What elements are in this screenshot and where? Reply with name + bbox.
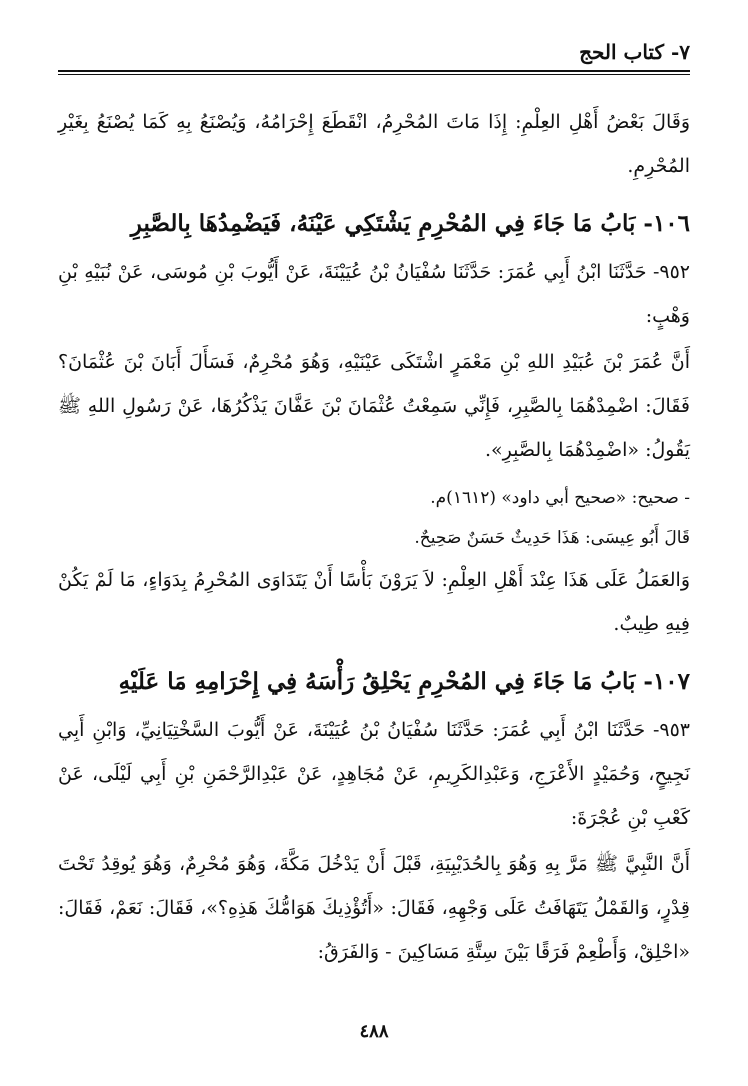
page-number: ٤٨٨ xyxy=(359,1021,389,1042)
book-section-title: ٧- كتاب الحج xyxy=(579,40,690,64)
hadith-953-isnad: ٩٥٣- حَدَّثَنَا ابْنُ أَبِي عُمَرَ: حَدَّثَنَا سُفْيَانُ بْنُ عُيَيْنَةَ، عَنْ أَيُّوبَ السَّخْتِيَانِيِّ، وَابْنِ أَبِي نَجِيحٍ، وَحُمَيْدٍ الأَعْرَجِ، وَعَبْدِالكَرِيمِ، عَنْ مُجَاهِدٍ، عَنْ عَبْدِالرَّحْمَنِ بْنِ أَبِي لَيْلَى، عَنْ كَعْبِ بْنِ عُجْرَةَ: xyxy=(58,719,690,829)
hadith-952-matn: أَنَّ عُمَرَ بْنَ عُبَيْدِ اللهِ بْنِ مَعْمَرٍ اشْتَكَى عَيْنَيْهِ، وَهُوَ مُحْرِمٌ، فَسَأَلَ أَبَانَ بْنَ عُثْمَانَ؟ فَقَالَ: اضْمِدْهُمَا بِالصَّبِرِ، فَإِنِّي سَمِعْتُ عُثْمَانَ بْنَ عَفَّانَ يَذْكُرُهَا، عَنْ رَسُولِ اللهِ ﷺ يَقُولُ: «اضْمِدْهُمَا بِالصَّبِرِ». xyxy=(58,351,690,461)
hadith-953-matn: أَنَّ النَّبِيَّ ﷺ مَرَّ بِهِ وَهُوَ بِالحُدَيْبِيَةِ، قَبْلَ أَنْ يَدْخُلَ مَكَّةَ، وَهُوَ مُحْرِمٌ، وَهُوَ يُوقِدُ تَحْتَ قِدْرٍ، وَالقَمْلُ يَتَهَافَتُ عَلَى وَجْهِهِ، فَقَالَ: «أَتُؤْذِيكَ هَوَامُّكَ هَذِهِ؟»، فَقَالَ: نَعَمْ، فَقَالَ: «احْلِقْ، وَأَطْعِمْ فَرَقًا بَيْنَ سِتَّةِ مَسَاكِينَ - وَالفَرَقُ: xyxy=(58,853,690,963)
hadith-952-tirmidhi-comment: قَالَ أَبُو عِيسَى: هَذَا حَدِيثٌ حَسَنٌ صَحِيحٌ. xyxy=(414,528,690,548)
page-body xyxy=(58,100,690,980)
hadith-952-isnad: ٩٥٢- حَدَّثَنَا ابْنُ أَبِي عُمَرَ: حَدَّثَنَا سُفْيَانُ بْنُ عُيَيْنَةَ، عَنْ أَيُّوبَ بْنِ مُوسَى، عَنْ نُبَيْهِ بْنِ وَهْبٍ: xyxy=(58,261,690,327)
chapter-heading-107: ١٠٧- بَابُ مَا جَاءَ فِي المُحْرِمِ يَحْلِقُ رَأْسَهُ فِي إِحْرَامِهِ مَا عَلَيْهِ xyxy=(118,668,690,695)
page-header xyxy=(58,40,690,70)
header-rule-thick xyxy=(58,70,690,72)
paragraph-opinion: وَقَالَ بَعْضُ أَهْلِ العِلْمِ: إِذَا مَاتَ المُحْرِمُ، انْقَطَعَ إِحْرَامُهُ، وَيُصْنَعُ بِهِ كَمَا يُصْنَعُ بِغَيْرِ المُحْرِمِ. xyxy=(58,111,690,177)
hadith-952-practice: وَالعَمَلُ عَلَى هَذَا عِنْدَ أَهْلِ العِلْمِ: لاَ يَرَوْنَ بَأْسًا أَنْ يَتَدَاوَى المُحْرِمُ بِدَوَاءٍ، مَا لَمْ يَكُنْ فِيهِ طِيبٌ. xyxy=(58,569,690,635)
hadith-952-grade: - صحيح: «صحيح أبي داود» (١٦١٢)م. xyxy=(430,488,690,508)
header-rule-thin xyxy=(58,74,690,75)
chapter-heading-106: ١٠٦- بَابُ مَا جَاءَ فِي المُحْرِمِ يَشْتَكِي عَيْنَهُ، فَيَضْمِدُهَا بِالصَّبِرِ xyxy=(130,210,690,237)
